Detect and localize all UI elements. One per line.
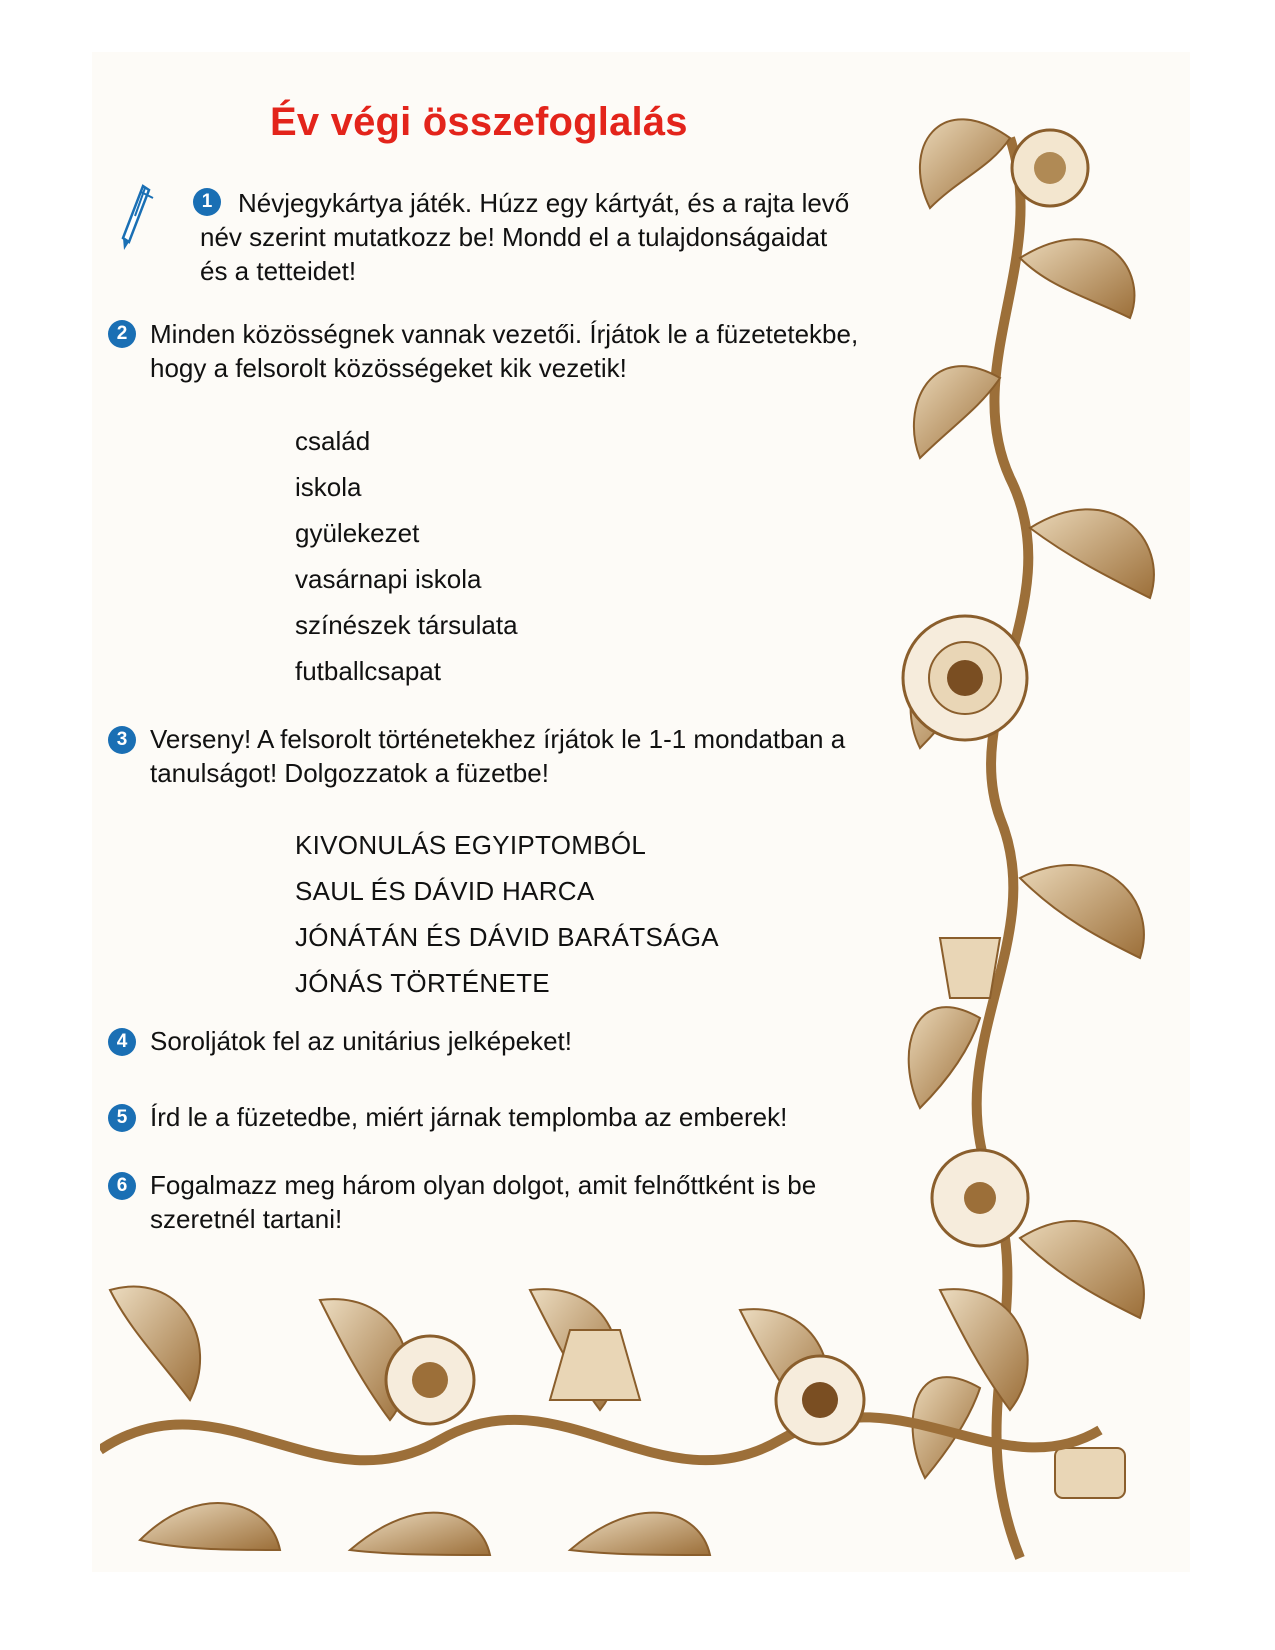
task-1-text xyxy=(200,186,850,288)
task-3-text: Verseny! A felsorolt történetekhez írjátok le 1-1 mondatban a tanulságot! Dolgozzatok a füzetbe! xyxy=(150,724,846,788)
list-item: SAUL ÉS DÁVID HARCA xyxy=(295,876,595,906)
list-item: színészek társulata xyxy=(295,610,518,640)
list-item: JÓNÁTÁN ÉS DÁVID BARÁTSÁGA xyxy=(295,922,719,952)
list-item: futballcsapat xyxy=(295,656,441,686)
story-list xyxy=(295,822,719,1006)
pen-icon xyxy=(115,182,155,254)
task-4-text: Soroljátok fel az unitárius jelképeket! xyxy=(150,1026,573,1056)
list-item: vasárnapi iskola xyxy=(295,564,482,594)
list-item: iskola xyxy=(295,472,362,502)
list-item: gyülekezet xyxy=(295,518,420,548)
page-title: Év végi összefoglalás xyxy=(270,100,688,144)
task-5-text: Írd le a füzetedbe, miért járnak templomba az emberek! xyxy=(150,1102,788,1132)
task-number-badge: 5 xyxy=(108,1104,146,1132)
task-number-badge: 1 xyxy=(193,188,231,216)
list-item: JÓNÁS TÖRTÉNETE xyxy=(295,968,550,998)
task-6-text: Fogalmazz meg három olyan dolgot, amit felnőttként is be szeretnél tartani! xyxy=(150,1170,817,1234)
list-item: KIVONULÁS EGYIPTOMBÓL xyxy=(295,830,647,860)
list-item: család xyxy=(295,426,371,456)
task-number-badge: 2 xyxy=(108,320,146,348)
task-1-text-body: Névjegykártya játék. Húzz egy kártyát, és a rajta levő név szerint mutatkozz be! Mondd el a tulajdonságaidat és a tetteidet! xyxy=(200,188,850,286)
floral-border-bottom xyxy=(100,1250,1180,1570)
community-list xyxy=(295,418,518,694)
task-2-text: Minden közösségnek vannak vezetői. Írjátok le a füzetetekbe, hogy a felsorolt közösségeket kik vezetik! xyxy=(150,319,859,383)
task-number-badge: 6 xyxy=(108,1172,146,1200)
task-number-badge: 4 xyxy=(108,1028,146,1056)
task-number-badge: 3 xyxy=(108,726,146,754)
